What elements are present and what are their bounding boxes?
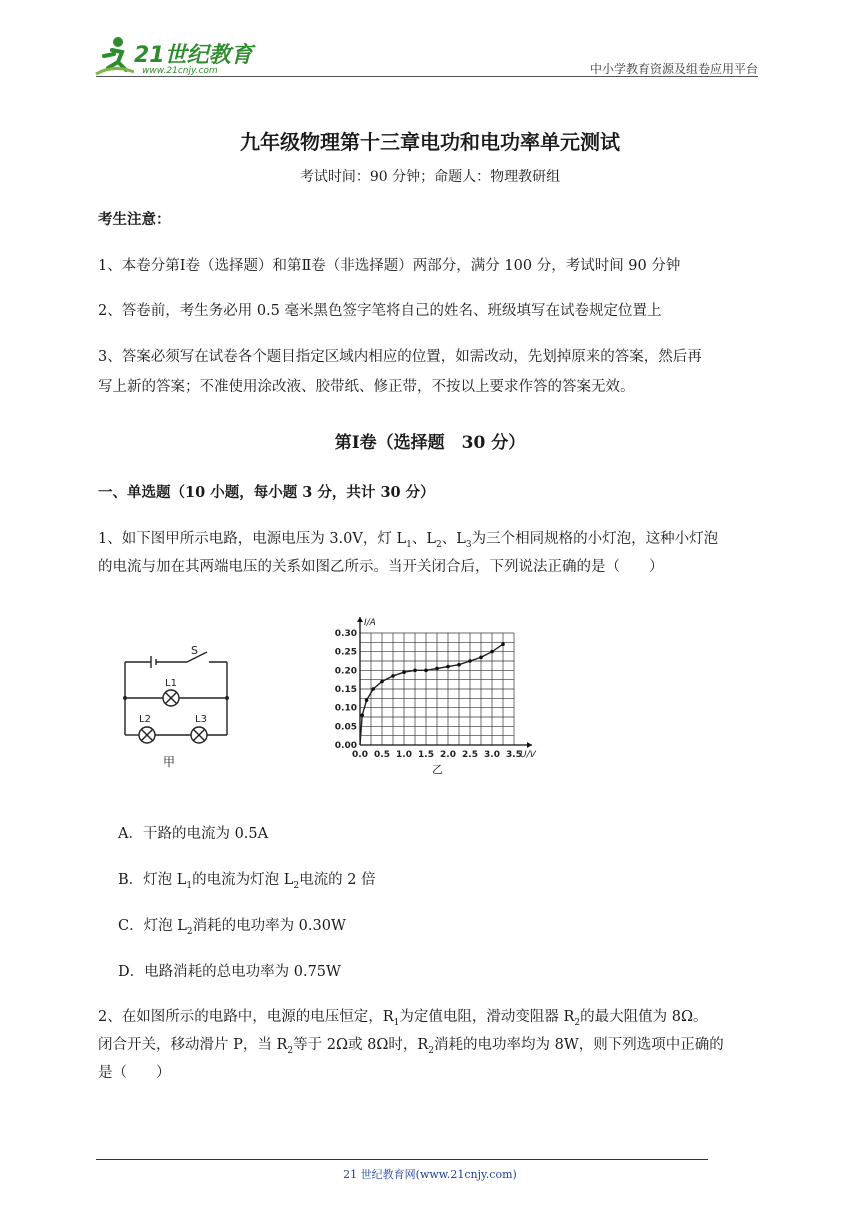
chart-point bbox=[479, 655, 483, 659]
iv-chart bbox=[320, 608, 545, 783]
q2-line-1: 2、在如图所示的电路中，电源的电压恒定，$R_1$为定值电阻，滑动变阻器 $R_2$的最大阻值为 8Ω。 bbox=[98, 1009, 708, 1028]
circuit-diagram bbox=[115, 640, 245, 775]
x-tick-label: 0.5 bbox=[374, 750, 390, 760]
notice-3-cont: 写上新的答案；不准使用涂改液、胶带纸、修正带，不按以上要求作答的答案无效。 bbox=[98, 379, 635, 395]
lamp-l3-label: L3 bbox=[195, 714, 207, 725]
x-tick-label: 1.5 bbox=[418, 750, 434, 760]
footer-link[interactable]: 21 世纪教育网(www.21cnjy.com) bbox=[343, 1168, 517, 1181]
chart-point bbox=[424, 669, 428, 673]
q1-line-2: 的电流与加在其两端电压的关系如图乙所示。当开关闭合后，下列说法正确的是（ ） bbox=[98, 559, 664, 575]
chart-xlabel: U/V bbox=[520, 750, 536, 760]
site-logo[interactable] bbox=[94, 34, 264, 78]
switch-label: S bbox=[191, 644, 198, 657]
chart-point bbox=[371, 687, 375, 691]
y-tick-label: 0.20 bbox=[334, 666, 357, 677]
page-title: 九年级物理第十三章电功和电功率单元测试 bbox=[240, 130, 620, 154]
chart-point bbox=[446, 665, 450, 669]
logo-url: www.21cnjy.com bbox=[142, 66, 218, 76]
notice-2: 2、答卷前，考生务必用 0.5 毫米黑色签字笔将自己的姓名、班级填写在试卷规定位置上 bbox=[98, 303, 662, 319]
chart-point bbox=[490, 650, 494, 654]
x-tick-label: 2.5 bbox=[462, 750, 478, 760]
chart-point bbox=[435, 667, 439, 671]
chart-point bbox=[501, 642, 505, 646]
x-axis-arrow-icon bbox=[527, 742, 532, 748]
lamp-l2-label: L2 bbox=[139, 714, 151, 725]
notice-3: 3、答案必须写在试卷各个题目指定区域内相应的位置，如需改动，先划掉原来的答案，然后再 bbox=[98, 349, 702, 365]
q2-line-2: 闭合开关，移动滑片 P，当 $R_2$等于 2Ω或 8Ω时，$R_2$消耗的电功率均为 8W，则下列选项中正确的 bbox=[98, 1037, 724, 1056]
q1-option-a[interactable]: A．干路的电流为 0.5A bbox=[118, 826, 269, 842]
chart-ylabel: I/A bbox=[364, 618, 376, 628]
q1-option-c[interactable]: C．灯泡 $L_2$消耗的电功率为 0.30W bbox=[118, 918, 346, 937]
x-tick-label: 3.0 bbox=[484, 750, 500, 760]
x-tick-label: 1.0 bbox=[396, 750, 412, 760]
notice-1: 1、本卷分第Ⅰ卷（选择题）和第Ⅱ卷（非选择题）两部分，满分 100 分，考试时间 90 分钟 bbox=[98, 258, 681, 274]
chart-point bbox=[468, 659, 472, 663]
page-subtitle: 考试时间：90 分钟；命题人：物理教研组 bbox=[299, 169, 561, 185]
q1-line-1: 1、如下图甲所示电路，电源电压为 3.0V，灯 $L_1$、$L_2$、$L_3$为三个相同规格的小灯泡，这种小灯泡 bbox=[98, 531, 719, 550]
y-tick-label: 0.15 bbox=[334, 685, 357, 695]
x-tick-label: 0.0 bbox=[352, 750, 368, 760]
header-platform-text: 中小学教育资源及组卷应用平台 bbox=[589, 62, 758, 76]
chart-series-line bbox=[360, 644, 503, 745]
chart-point bbox=[413, 669, 417, 673]
y-tick-label: 0.00 bbox=[334, 741, 357, 751]
logo-text: 21世纪教育 bbox=[134, 43, 253, 68]
chart-point bbox=[402, 670, 406, 674]
circuit-caption: 甲 bbox=[163, 755, 176, 769]
chart-grid bbox=[360, 633, 514, 745]
q1-option-b[interactable]: B．灯泡 $L_1$的电流为灯泡 $L_2$电流的 2 倍 bbox=[118, 872, 376, 891]
x-tick-label: 3.5 bbox=[506, 750, 522, 760]
y-tick-label: 0.05 bbox=[334, 722, 357, 733]
chart-point bbox=[380, 680, 384, 684]
y-tick-label: 0.30 bbox=[334, 629, 357, 639]
footer-divider bbox=[96, 1159, 708, 1160]
lamp-l1-label: L1 bbox=[165, 678, 177, 689]
notice-heading: 考生注意： bbox=[98, 211, 171, 228]
chart-point bbox=[457, 663, 461, 667]
q1-option-d[interactable]: D．电路消耗的总电功率为 0.75W bbox=[118, 964, 341, 980]
runner-logo-icon bbox=[94, 34, 134, 78]
chart-point bbox=[391, 674, 395, 678]
chart-point bbox=[365, 698, 369, 702]
y-tick-label: 0.10 bbox=[334, 703, 357, 714]
y-tick-label: 0.25 bbox=[334, 647, 357, 658]
header-divider bbox=[96, 76, 758, 77]
chart-ticks bbox=[335, 629, 522, 760]
x-tick-label: 2.0 bbox=[440, 750, 456, 760]
section-title: 第Ⅰ卷（选择题 30 分） bbox=[334, 433, 526, 453]
y-axis-arrow-icon bbox=[357, 617, 363, 622]
q2-line-3: 是（ ） bbox=[98, 1065, 171, 1081]
chart-point bbox=[360, 713, 364, 717]
chart-caption: 乙 bbox=[432, 763, 443, 776]
part-title: 一、单选题（10 小题，每小题 3 分，共计 30 分） bbox=[98, 484, 435, 501]
